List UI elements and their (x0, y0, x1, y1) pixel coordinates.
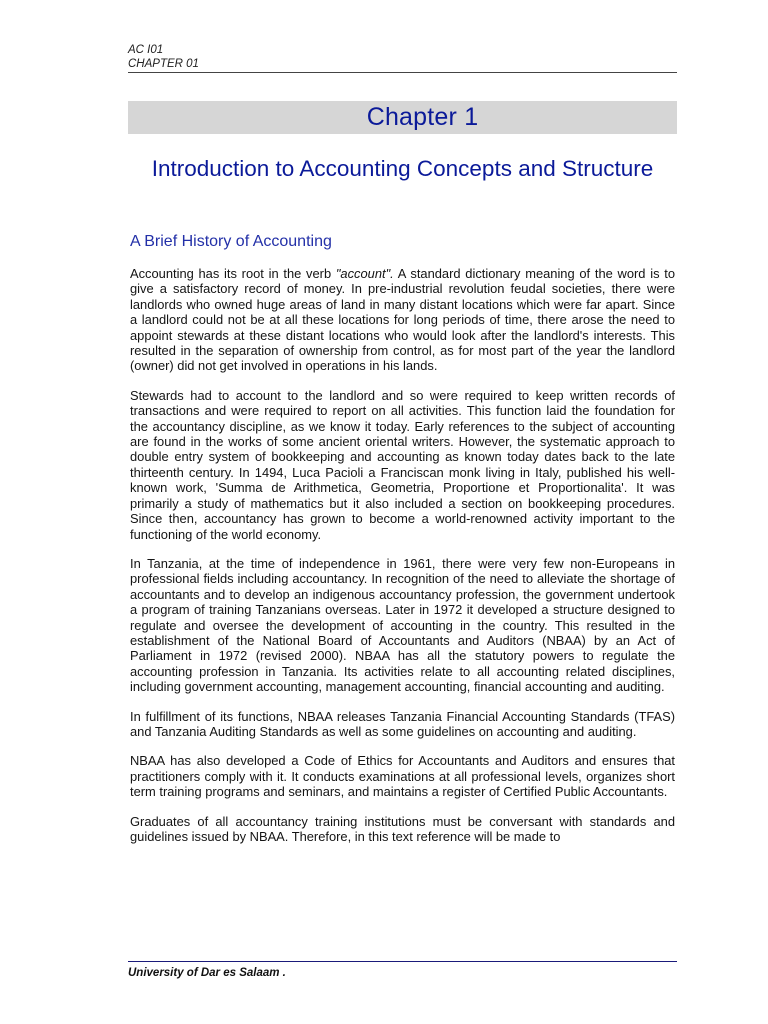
course-code: AC I01 (128, 44, 164, 56)
chapter-title: Introduction to Accounting Concepts and Structure (151, 156, 654, 181)
chapter-number: Chapter 1 (366, 103, 479, 131)
paragraph: In Tanzania, at the time of independence in 1961, there were very few non-Europeans in professional fields including accountancy. In recognition of the need to alleviate the shortage of accountants and to develop an indigenous accountancy profession, the government undertook a program of training Tanzanians overseas. Later in 1972 it developed a structure designed to regulate and oversee the development of accounting in the country. This resulted in the establishment of the National Board of Accountants and Auditors (NBAA) by an Act of Parliament in 1972 (revised 2000). NBAA has all the statutory powers to regulate the accounting profession in Tanzania. Its activities relate to all accounting related disciplines, including government accounting, management accounting, financial accounting and auditing. (130, 555, 675, 695)
paragraph (130, 266, 675, 374)
chapter-label: CHAPTER 01 (128, 58, 199, 70)
paragraph: In fulfillment of its functions, NBAA releases Tanzania Financial Accounting Standards (TFAS) and Tanzania Auditing Standards as well as some guidelines on accounting and auditing. (130, 708, 675, 739)
paragraph: NBAA has also developed a Code of Ethics for Accountants and Auditors and ensures that practitioners comply with it. It conducts examinations at all professional levels, organizes short term training programs and seminars, and maintains a register of Certified Public Accountants. (130, 753, 675, 800)
paragraph: Stewards had to account to the landlord and so were required to keep written records of transactions and were required to report on all activities. This function laid the foundation for the accountancy discipline, as we know it today. Early references to the subject of accounting are found in the works of some ancient oriental writers. However, the systematic approach to double entry system of bookkeeping and accounting as known today dates back to the late thirteenth century. In 1494, Luca Pacioli a Franciscan monk living in Italy, published his well-known work, 'Summa de Arithmetica, Geometria, Proportione et Proportionalita'. It was primarily a study of mathematics but it also included a section on bookkeeping procedures. Since then, accountancy has grown to become a world-renowned activity important to the functioning of the world economy. (130, 387, 675, 542)
section-heading: A Brief History of Accounting (130, 233, 332, 250)
paragraph: Graduates of all accountancy training institutions must be conversant with standards and guidelines issued by NBAA. Therefore, in this text reference will be made to (130, 813, 675, 844)
page-footer (128, 961, 677, 979)
chapter-banner (128, 101, 677, 134)
paragraph-text: Accounting has its root in the verb (130, 266, 336, 281)
footer-institution: University of Dar es Salaam . (128, 967, 286, 979)
running-header (128, 43, 677, 73)
paragraph-text: A standard dictionary meaning of the word is to give a satisfactory record of money. In pre-industrial revolution feudal societies, there were landlords who owned huge areas of land in many distant locations which were far apart. Since a landlord could not be at all these locations for long periods of time, there arose the need to appoint stewards at these distant locations who would look after the landlord's interests. This resulted in the separation of ownership from control, as for most part of the year the landlord (owner) did not get involved in operations in his lands. (130, 266, 675, 374)
header-rule (128, 72, 677, 73)
emphasis-text: "account". (335, 266, 394, 281)
footer-rule (128, 961, 677, 962)
body-text (130, 266, 675, 858)
